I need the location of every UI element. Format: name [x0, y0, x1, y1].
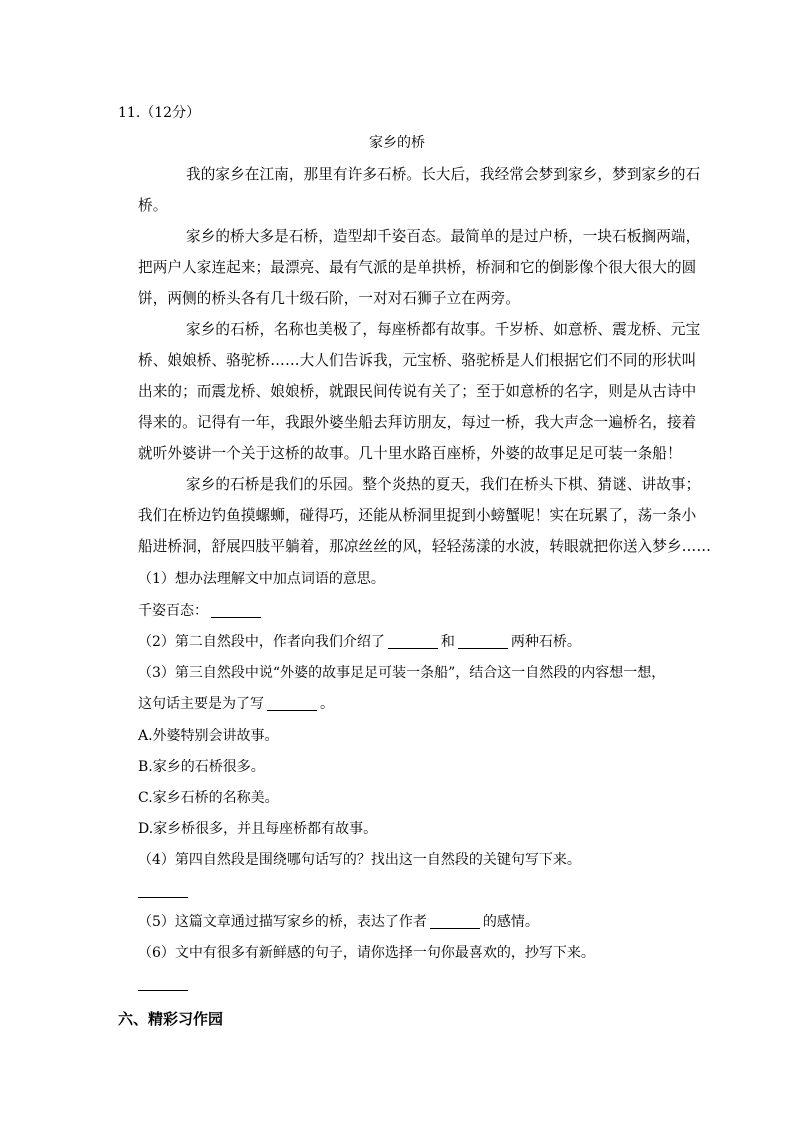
sub-question-5-text-a: （5）这篇文章通过描写家乡的桥，表达了作者 [138, 914, 427, 930]
passage-line: 得来的。记得有一年，我跟外婆坐船去拜访朋友，每过一桥，我大声念一遍桥名，接着 [138, 414, 697, 431]
section-heading: 六、精彩习作园 [118, 1010, 224, 1028]
passage-line: 家乡的桥大多是石桥，造型却千姿百态。最简单的是过户桥，一块石板搁两端， [186, 228, 701, 245]
passage-line: 家乡的石桥是我们的乐园。整个炎热的夏天，我们在桥头下棋、猜谜、讲故事； [186, 476, 701, 493]
passage-line: 就听外婆讲一个关于这桥的故事。几十里水路百座桥，外婆的故事足足可装一条船！ [138, 445, 682, 462]
passage-line: 出来的；而震龙桥、娘娘桥，就跟民间传说有关了；至于如意桥的名字，则是从古诗中 [138, 383, 697, 400]
sub-question-6: （6）文中有很多有新鲜感的句子，请你选择一句你最喜欢的，抄写下来。 [138, 945, 595, 961]
sub-question-2-text-b: 和 [440, 634, 455, 650]
option-d[interactable]: D.家乡桥很多，并且每座桥都有故事。 [138, 821, 378, 837]
option-b[interactable]: B.家乡的石桥很多。 [138, 759, 265, 775]
answer-blank[interactable] [267, 696, 317, 711]
passage-line: 把两户人家连起来；最漂亮、最有气派的是单拱桥，桥洞和它的倒影像个很大很大的圆 [138, 259, 697, 276]
sub-question-2 [138, 632, 581, 652]
sub-question-1-item [138, 601, 264, 621]
passage-line: 饼，两侧的桥头各有几十级石阶，一对对石狮子立在两旁。 [138, 290, 521, 307]
option-a[interactable]: A.外婆特别会讲故事。 [138, 728, 279, 744]
sub-question-2-text-a: （2）第二自然段中，作者向我们介绍了 [138, 634, 385, 650]
answer-blank[interactable] [211, 603, 261, 618]
passage-line: 桥。 [138, 197, 168, 214]
answer-line[interactable] [138, 990, 188, 991]
passage-line: 桥、娘娘桥、骆驼桥……大人们告诉我，元宝桥、骆驼桥是人们根据它们不同的形状叫 [138, 352, 697, 369]
sub-question-4: （4）第四自然段是围绕哪句话写的？找出这一自然段的关键句写下来。 [138, 852, 581, 868]
sub-question-3: （3）第三自然段中说“外婆的故事足足可装一条船”，结合这一自然段的内容想一想， [138, 665, 666, 681]
answer-blank[interactable] [458, 634, 508, 649]
answer-blank[interactable] [388, 634, 438, 649]
answer-line[interactable] [138, 897, 188, 898]
sub-question-1-term: 千姿百态： [138, 603, 208, 619]
passage-line: 我的家乡在江南，那里有许多石桥。长大后，我经常会梦到家乡，梦到家乡的石 [186, 166, 701, 183]
passage-line: 家乡的石桥，名称也美极了，每座桥都有故事。千岁桥、如意桥、震龙桥、元宝 [186, 321, 701, 338]
passage-line: 我们在桥边钓鱼摸螺蛳，碰得巧，还能从桥洞里捉到小螃蟹呢！实在玩累了，荡一条小 [138, 507, 697, 524]
sub-question-5 [138, 912, 539, 932]
sub-question-5-text-b: 的感情。 [482, 914, 539, 930]
passage-line: 船进桥洞，舒展四肢平躺着，那凉丝丝的风，轻轻荡漾的水波，转眼就把你送入梦乡…… [138, 538, 712, 555]
sub-question-3-cont [138, 694, 334, 714]
sub-question-1: （1）想办法理解文中加点词语的意思。 [138, 571, 385, 587]
sub-question-3-text-c: 。 [320, 696, 334, 712]
passage-title: 家乡的桥 [369, 135, 425, 151]
sub-question-2-text-c: 两种石桥。 [510, 634, 581, 650]
sub-question-3-text-b: 这句话主要是为了写 [138, 696, 264, 712]
answer-blank[interactable] [430, 914, 480, 929]
option-c[interactable]: C.家乡石桥的名称美。 [138, 790, 279, 806]
question-number: 11.（12分） [118, 105, 201, 121]
